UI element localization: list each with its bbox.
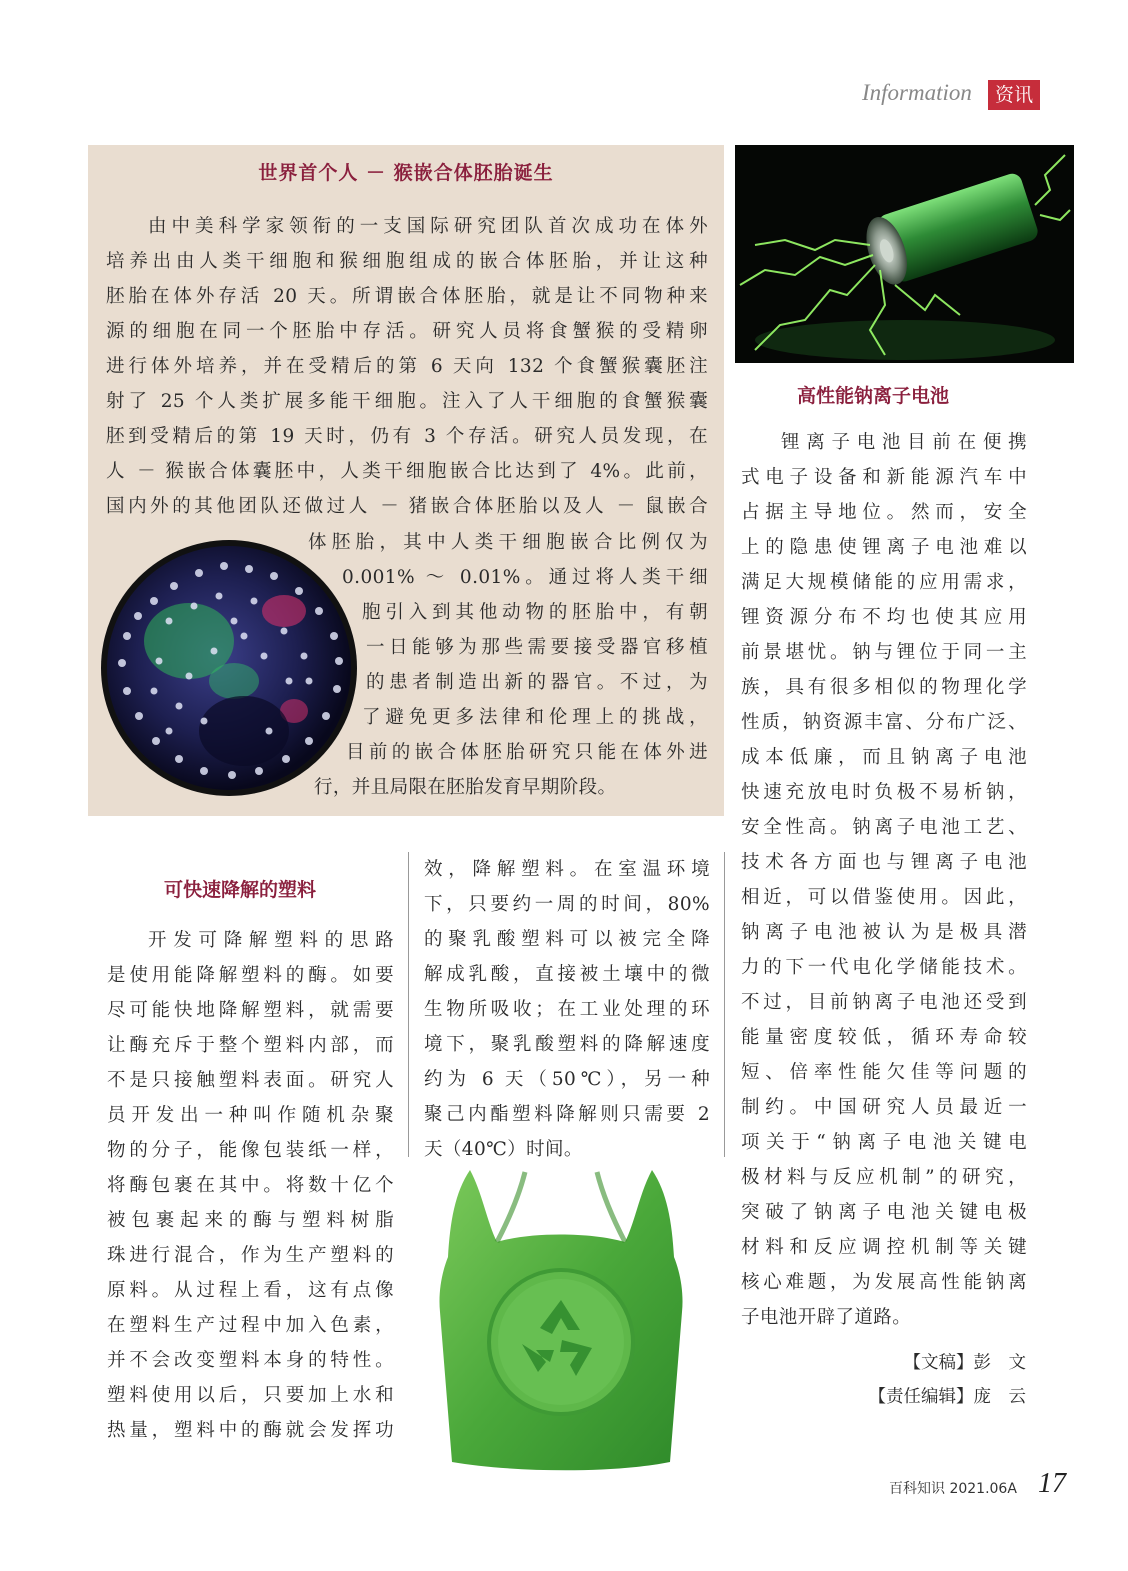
article1-line: 胚胎在体外存活 20 天。所谓嵌合体胚胎，就是让不同物种来 (106, 286, 708, 307)
article3-line: 满足大规模储能的应用需求， (741, 572, 1027, 593)
article2-col1-line: 热量，塑料中的酶就会发挥功 (107, 1420, 394, 1441)
article1-line: 体胚胎，其中人类干细胞嵌合比例仅为 (308, 532, 708, 553)
article2-col1-line: 员开发出一种叫作随机杂聚 (107, 1105, 394, 1126)
article2-col2-line: 生物所吸收；在工业处理的环 (424, 999, 710, 1020)
article2-col1-line: 尽可能快地降解塑料，就需要 (107, 1000, 394, 1021)
article2-col1-line: 开发可降解塑料的思路 (148, 930, 394, 951)
article1-title: 世界首个人 － 猴嵌合体胚胎诞生 (258, 162, 554, 184)
article3-line: 短、倍率性能欠佳等问题的 (741, 1062, 1027, 1083)
article3-line: 项关于“钠离子电池关键电 (741, 1132, 1027, 1153)
article3-line: 快速充放电时负极不易析钠， (741, 782, 1027, 803)
article3-line: 式电子设备和新能源汽车中 (741, 467, 1027, 488)
section-label-en: Information (862, 80, 972, 105)
article2-col1-line: 在塑料生产过程中加入色素， (107, 1315, 394, 1336)
article3-line: 前景堪忧。钠与锂位于同一主 (741, 642, 1027, 663)
article3-line: 性质，钠资源丰富、分布广泛、 (741, 712, 1027, 733)
article3-line: 核心难题，为发展高性能钠离 (741, 1272, 1027, 1293)
article1-line: 由中美科学家领衔的一支国际研究团队首次成功在体外 (148, 216, 708, 237)
article2-col1-line: 珠进行混合，作为生产塑料的 (107, 1245, 394, 1266)
article2-col1-line: 让酶充斥于整个塑料内部，而 (107, 1035, 394, 1056)
article1-line: 了避免更多法律和伦理上的挑战， (362, 707, 708, 728)
article2-col2-line: 天（40℃）时间。 (424, 1139, 583, 1160)
article3-line: 技术各方面也与锂离子电池 (741, 852, 1027, 873)
article3-line: 钠离子电池被认为是极具潜 (741, 922, 1027, 943)
article3-line: 族，具有很多相似的物理化学 (741, 677, 1027, 698)
plastic-bag-image (430, 1162, 692, 1474)
article3-line: 力的下一代电化学储能技术。 (741, 957, 1027, 978)
writer-credit: 【文稿】彭 文 (903, 1353, 1026, 1373)
article2-col1-line: 不是只接触塑料表面。研究人 (107, 1070, 394, 1091)
article3-line: 成本低廉，而且钠离子电池 (741, 747, 1027, 768)
article3-line: 能量密度较低，循环寿命较 (741, 1027, 1027, 1048)
article2-col1-line: 并不会改变塑料本身的特性。 (107, 1350, 394, 1371)
article1-line: 0.001% ～ 0.01%。通过将人类干细 (342, 567, 708, 588)
article1-line: 胚到受精后的第 19 天时，仍有 3 个存活。研究人员发现，在 (106, 426, 708, 447)
article1-line: 胞引入到其他动物的胚胎中，有朝 (362, 602, 708, 623)
article3-line: 锂离子电池目前在便携 (781, 432, 1027, 453)
article3-line: 占据主导地位。然而，安全 (741, 502, 1027, 523)
article3-line: 上的隐患使锂离子电池难以 (741, 537, 1027, 558)
article3-line: 锂资源分布不均也使其应用 (741, 607, 1027, 628)
article2-col1-line: 原料。从过程上看，这有点像 (107, 1280, 394, 1301)
article2-col1-line: 是使用能降解塑料的酶。如要 (107, 965, 394, 986)
article3-line: 子电池开辟了道路。 (741, 1307, 912, 1328)
article1-line: 国内外的其他团队还做过人 － 猪嵌合体胚胎以及人 － 鼠嵌合 (106, 496, 708, 517)
article3-line: 极材料与反应机制”的研究， (741, 1167, 1027, 1188)
column-divider (408, 852, 409, 1157)
article2-col2-line: 约为 6 天（50℃），另一种 (424, 1069, 710, 1090)
article1-line: 射了 25 个人类扩展多能干细胞。注入了人干细胞的食蟹猴囊 (106, 391, 708, 412)
article2-col2-line: 聚己内酯塑料降解则只需要 2 (424, 1104, 710, 1125)
article1-line: 行，并且局限在胚胎发育早期阶段。 (314, 777, 617, 798)
article2-col1-line: 被包裹起来的酶与塑料树脂 (107, 1210, 394, 1231)
article2-col2-line: 效，降解塑料。在室温环境 (424, 859, 710, 880)
article1-line: 源的细胞在同一个胚胎中存活。研究人员将食蟹猴的受精卵 (106, 321, 708, 342)
article2-col1-line: 塑料使用以后，只要加上水和 (107, 1385, 394, 1406)
article3-line: 不过，目前钠离子电池还受到 (741, 992, 1027, 1013)
battery-image (735, 145, 1074, 363)
article2-col2-line: 下，只要约一周的时间，80% (424, 894, 710, 915)
section-label-cn: 资讯 (988, 80, 1040, 110)
article1-line: 目前的嵌合体胚胎研究只能在体外进 (346, 742, 708, 763)
article1-line: 人 － 猴嵌合体囊胚中，人类干细胞嵌合比达到了 4%。此前， (106, 461, 708, 482)
article1-line: 进行体外培养，并在受精后的第 6 天向 132 个食蟹猴囊胚注 (106, 356, 708, 377)
article3-line: 制约。中国研究人员最近一 (741, 1097, 1027, 1118)
article2-col2-line: 的聚乳酸塑料可以被完全降 (424, 929, 710, 950)
article1-line: 培养出由人类干细胞和猴细胞组成的嵌合体胚胎，并让这种 (106, 251, 708, 272)
article1-line: 一日能够为那些需要接受器官移植 (366, 637, 708, 658)
article3-line: 相近，可以借鉴使用。因此， (741, 887, 1027, 908)
article2-col1-line: 物的分子，能像包装纸一样， (107, 1140, 394, 1161)
column-divider (724, 852, 725, 1157)
article3-line: 材料和反应调控机制等关键 (741, 1237, 1027, 1258)
article3-line: 突破了钠离子电池关键电极 (741, 1202, 1027, 1223)
article3-title: 高性能钠离子电池 (797, 385, 950, 407)
article1-line: 的患者制造出新的器官。不过，为 (366, 672, 708, 693)
article2-title: 可快速降解的塑料 (164, 879, 317, 901)
editor-credit: 【责任编辑】庞 云 (868, 1387, 1026, 1407)
article2-col2-line: 境下，聚乳酸塑料的降解速度 (424, 1034, 710, 1055)
page-number: 17 (1038, 1468, 1066, 1499)
embryo-image (94, 531, 364, 801)
article3-line: 安全性高。钠离子电池工艺、 (741, 817, 1027, 838)
article2-col2-line: 解成乳酸，直接被土壤中的微 (424, 964, 710, 985)
article2-col1-line: 将酶包裹在其中。将数十亿个 (107, 1175, 394, 1196)
magazine-issue: 百科知识 2021.06A (889, 1481, 1017, 1497)
